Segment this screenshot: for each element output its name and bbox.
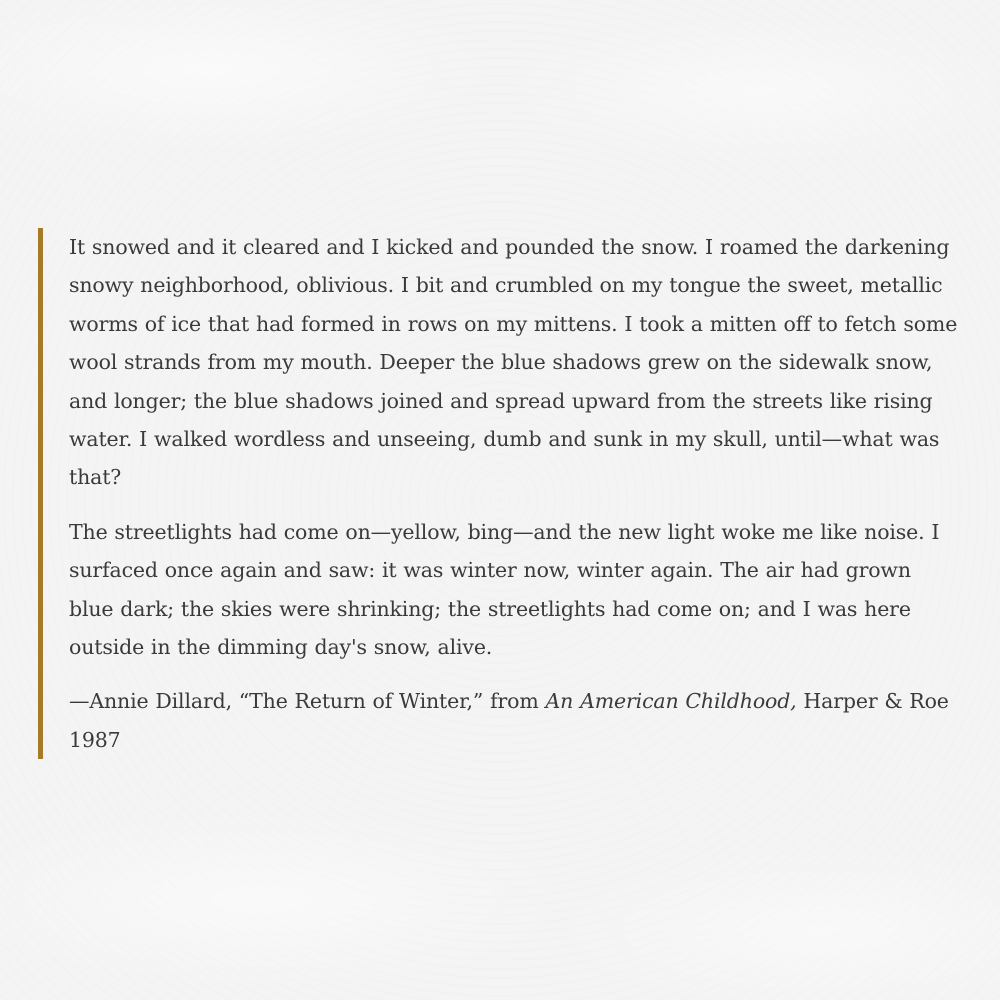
quote-paragraph-1: It snowed and it cleared and I kicked and pounded the snow. I roamed the darkening snowy neighborhood, oblivious. I bit and crumbled on my tongue the sweet, metallic worms of ice that had formed in rows on my mittens. I took a mitten off to fetch some wool strands from my mouth. Deeper the blue shadows grew on the sidewalk snow, and longer; the blue shadows joined and spread upward from the streets like rising water. I walked wordless and unseeing, dumb and sunk in my skull, until—what was that? [69, 235, 958, 490]
attribution [69, 682, 962, 759]
quote-paragraph-2: The streetlights had come on—yellow, bing—and the new light woke me like noise. I surfaced once again and saw: it was winter now, winter again. The air had grown blue dark; the skies were shrinking; the streetlights had come on; and I was here outside in the dimming day's snow, alive. [69, 519, 940, 660]
attribution-suffix: Harper & Roe 1987 [69, 689, 949, 752]
attribution-book-title: An American Childhood, [545, 689, 797, 714]
blockquote [38, 228, 962, 759]
attribution-prefix: —Annie Dillard, “The Return of Winter,” from [69, 689, 546, 714]
